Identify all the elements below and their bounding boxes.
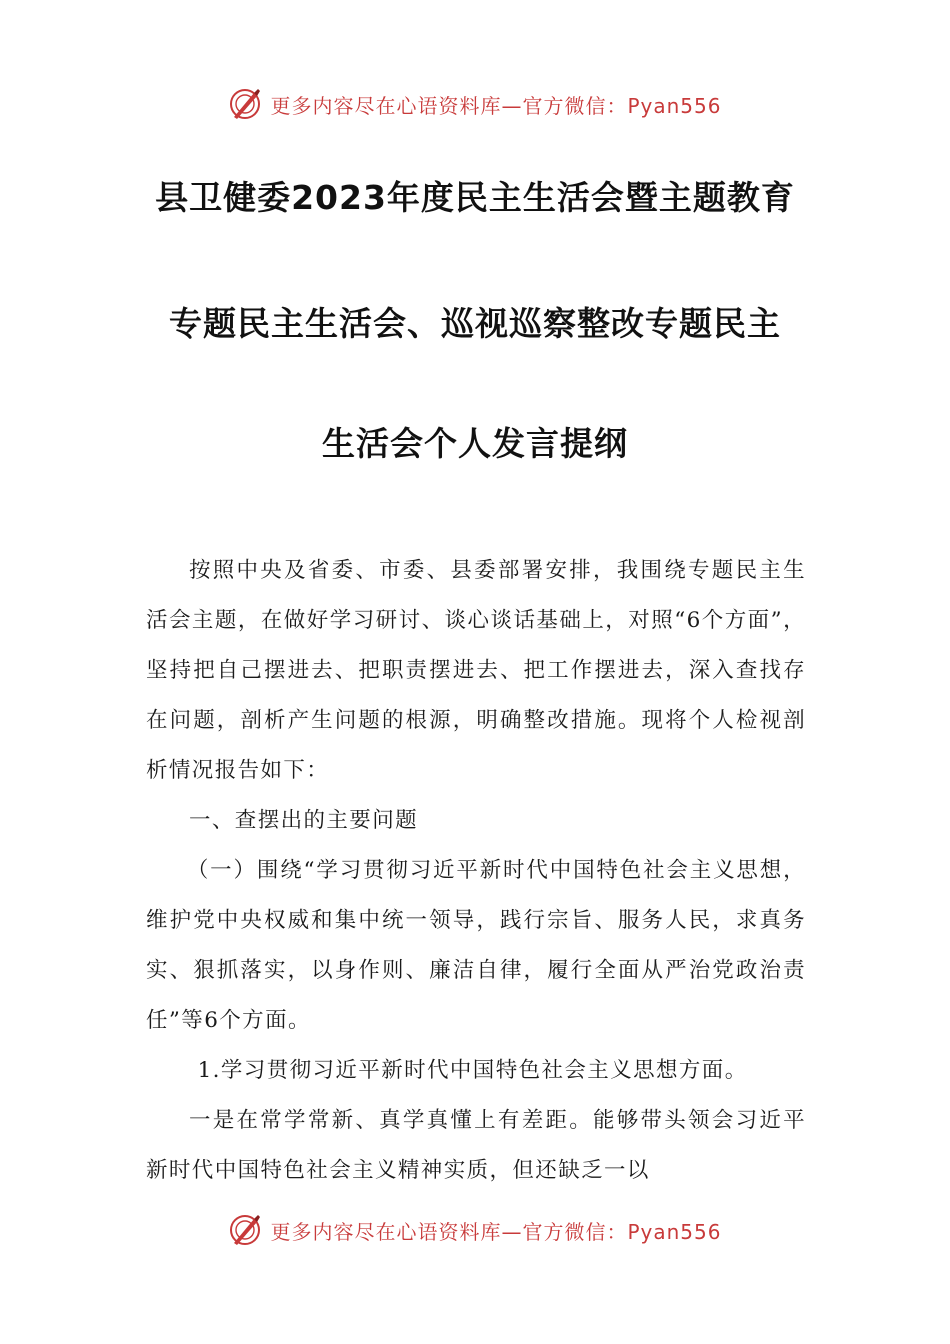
- pen-circle-logo-icon: [228, 1213, 262, 1247]
- pen-circle-logo-icon: [228, 87, 262, 121]
- title-line-1: 县卫健委2023年度民主生活会暨主题教育: [155, 178, 795, 217]
- title-line-2: 专题民主生活会、巡视巡察整改专题民主: [169, 304, 781, 343]
- title-line-3: 生活会个人发言提纲: [322, 424, 628, 463]
- footer-watermark: [0, 1208, 950, 1252]
- watermark-text: 更多内容尽在心语资料库—官方微信：Pyan556: [270, 1219, 722, 1244]
- numbered-item: 1.学习贯彻习近平新时代中国特色社会主义思想方面。: [197, 1058, 748, 1083]
- subsection-paragraph: （一）围绕“学习贯彻习近平新时代中国特色社会主义思想，维护党中央权威和集中统一领导，践行宗旨、服务人民，求真务实、狠抓落实，以身作则、廉洁自律，履行全面从严治党政治责任”等6个方面。: [146, 858, 806, 1033]
- header-watermark: [0, 82, 950, 126]
- point-paragraph: 一是在常学常新、真学真懂上有差距。能够带头领会习近平新时代中国特色社会主义精神实质，但还缺乏一以: [146, 1108, 806, 1183]
- watermark-text: 更多内容尽在心语资料库—官方微信：Pyan556: [270, 93, 722, 118]
- intro-paragraph: 按照中央及省委、市委、县委部署安排，我围绕专题民主生活会主题，在做好学习研讨、谈心谈话基础上，对照“6个方面”，坚持把自己摆进去、把职责摆进去、把工作摆进去，深入查找存在问题，剖析产生问题的根源，明确整改措施。现将个人检视剖析情况报告如下：: [146, 558, 806, 783]
- document-body: [146, 546, 806, 1196]
- section-heading: 一、查摆出的主要问题: [189, 808, 419, 833]
